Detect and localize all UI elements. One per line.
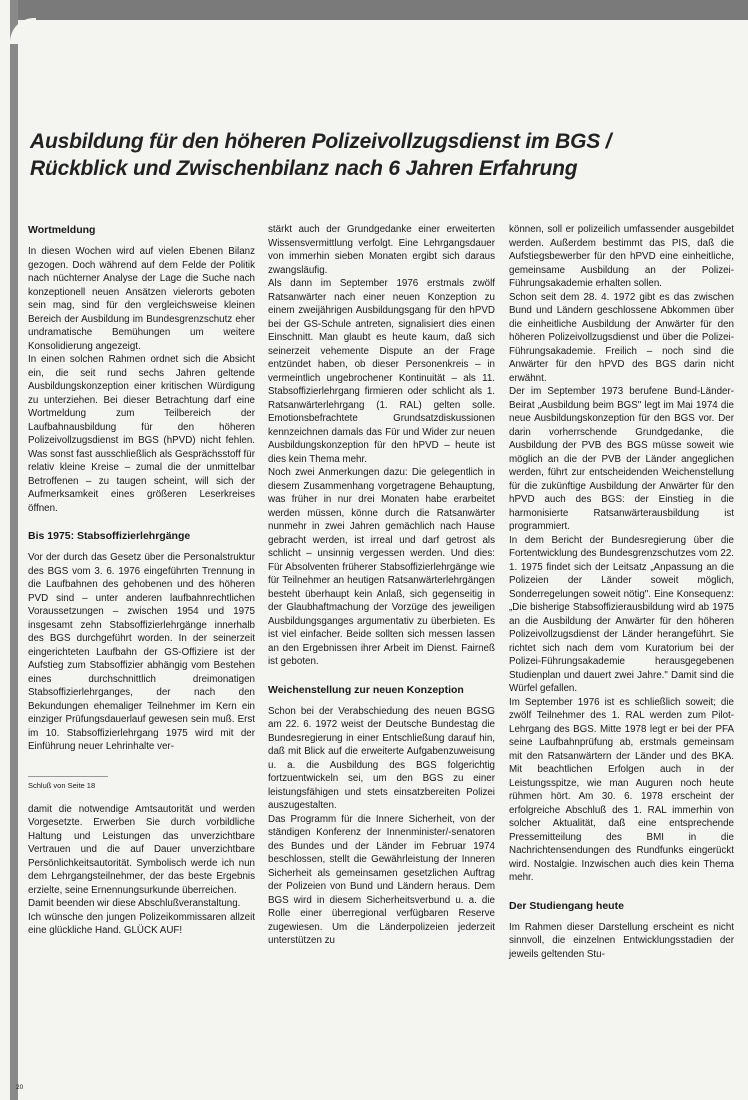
paragraph: Vor der durch das Gesetz über die Personalstruktur des BGS vom 3. 6. 1976 eingeführten Trennung in die Laufbahnen des gehobenen und des höheren PVD sind – unter anderen laufbahnrechtlichen Voraussetzungen – zwischen 1954 und 1975 insgesamt zehn Stabsoffizierlehrgänge innerhalb des BGS durchgeführt worden. In der seinerzeit eingerichteten Laufbahn der GS-Offiziere ist der Aufstieg zum Stabsoffizier abhängig vom Bestehen eines durchschnittlich dreimonatigen Stabsoffizierlehrganges, der nach den Bekundungen ehemaliger Teilnehmer im Kern ein einziger Prüfungsdauerlauf gewesen sein muß. Erst im 10. Stabsoffizierlehrgang 1975 wird mit der Einführung neuer Lehrinhalte ver- <box>28 552 255 752</box>
paragraph: In dem Bericht der Bundesregierung über die Fortentwicklung des Bundesgrenzschutzes vom 22. 1. 1975 findet sich der Leitsatz „Anpassung an die Polizeien der Länder soweit möglich, Sonderregelungen soweit nötig". Eine Konsequenz: „Die bisherige Stabsoffizierausbildung wird ab 1975 an die Ausbildung der Anwärter für den höheren Polizeivollzugsdienst der Länder herangeführt. Sie richtet sich nach dem vom Kuratorium bei der Polizei-Führungsakademie herausgegebenen Studienplan und dauert zwei Jahre." Damit sind die Würfel gefallen. <box>509 534 734 694</box>
paragraph: Das Programm für die Innere Sicherheit, von der ständigen Konferenz der Innenminister/-senatoren des Bundes und der Länder im Februar 1974 beschlossen, stellt die Gewährleistung der Inneren Sicherheit als gemeinsamen gesetzlichen Auftrag der Polizeien von Bund und Ländern heraus. Dem BGS wird in diesem Sicherheitsverbund u. a. die Rolle einer überregional verfügbaren Reserve zugewiesen. Um die Länderpolizeien jederzeit unterstützen zu <box>268 813 495 946</box>
paragraph: Im Rahmen dieser Darstellung erscheint es nicht sinnvoll, die einzelnen Entwicklungsstadien der jeweils geltenden Stu- <box>509 921 734 960</box>
column-2 <box>268 223 495 948</box>
section-heading-weichenstellung: Weichenstellung zur neuen Konzeption <box>268 683 464 696</box>
paragraph: In einen solchen Rahmen ordnet sich die Absicht ein, die seit rund sechs Jahren geltende Ausbildungskonzeption einer kritischen Würdigung zu unterziehen. Bei dieser Betrachtung darf eine Wortmeldung zum Teilbereich der Laufbahnausbildung für den höheren Polizeivollzugsdienst im BGS (hPVD) nicht fehlen. Was sonst fast ausschließlich als Gesprächsstoff für relativ kleine Kreise – zumal die der unmittelbar Betroffenen – zu taugen scheint, will sich der Aufmerksamkeit eines größeren Leserkreises öffnen. <box>28 354 255 514</box>
title-line-1: Ausbildung für den höheren Polizeivollzugsdienst im BGS / <box>30 130 612 153</box>
paragraph: In diesen Wochen wird auf vielen Ebenen Bilanz gezogen. Doch während auf dem Felde der Politik nach nüchterner Analyse der Lage die Suche nach konzeptionell neuen Ansätzen vielerorts geboten sein mag, sind für den vergleichsweise kleinen Bereich der Ausbildung im Bundesgrenzschutz eher undramatische Bemühungen um weitere Konsolidierung angezeigt. <box>28 246 255 352</box>
article-title <box>30 128 720 182</box>
paragraph: Im September 1976 ist es schließlich soweit; die zwölf Teilnehmer des 1. RAL werden zum Pilot-Lehrgang des BGS. Mitte 1978 legt er bei der PFA seine Laufbahnprüfung ab, erstmals gemeinsam mit den Ratsanwärtern der Länder und des BKA. Mit beachtlichen Erfolgen auch in der Leistungsspitze, wie man Auguren noch heute rühmen hört. Am 30. 6. 1978 erscheint der erfolgreiche Abschluß des 1. RAL immerhin von solcher Aktualität, daß eine entsprechende Pressemitteilung des BMI in die Nachrichtensendungen des Rundfunks eingerückt wird. Nostalgie. Inzwischen auch dies kein Thema mehr. <box>509 696 734 883</box>
paragraph: Der im September 1973 berufene Bund-Länder-Beirat „Ausbildung beim BGS" legt im Mai 1974 die neue Ausbildungskonzeption für den BGS vor. Der darin vorherrschende Grundgedanke, die Ausbildung der PVB des BGS müsse soweit wie möglich an die der PVB der Länder angeglichen werden, führt zur entscheidenden Weichenstellung für die zukünftige Ausbildung der Anwärter für den hPVD auch des BGS: der Einstieg in die harmonisierte Ratsanwärterausbildung ist programmiert. <box>509 386 734 532</box>
column-3 <box>509 223 734 961</box>
paragraph: Als dann im September 1976 erstmals zwölf Ratsanwärter nach einer neuen Konzeption zu einem zweijährigen Ausbildungsgang für den hPVD bei der GS-Schule antreten, signalisiert dies einen Einschnitt. Man glaubt es heute kaum, daß sich seinerzeit vehemente Dispute an der Frage entzündet haben, ob dieser Personenkreis – in vermeintlich ungebrochener Kontinuität – als 11. Stabsoffizierlehrgang firmieren oder schlicht als 1. Ratsanwärterlehrgang (1. RAL) gelten solle. Emotionsbefrachtete Grundsatzdiskussionen kennzeichnen damals das Für und Wider zur neuen Ausbildungskonzeption für den hPVD – heute ist dies kein Thema mehr. <box>268 278 495 465</box>
paragraph: Noch zwei Anmerkungen dazu: Die gelegentlich in diesem Zusammenhang vorgetragene Behauptung, was früher in nur drei Monaten habe erarbeitet werden müssen, könne durch die Ratsanwärter nunmehr in zwei Jahren gemächlich nach Hause gebracht werden, ist irreal und darf getrost als schlicht – unsinnig vergessen werden. Und dies: Für Absolventen früherer Stabsoffizierlehrgänge wie für Teilnehmer an heutigen Ratsanwärterlehrgängen besteht überhaupt kein Anlaß, sich gegenseitig in der Glaubhaftmachung der Vorzüge des jeweiligen Ausbildungsganges argumentativ zu überbieten. Es ist viel einfacher. Beide sollten sich messen lassen an den Ergebnissen ihrer Arbeit im Dienst. Fairneß ist geboten. <box>268 467 495 667</box>
column-1 <box>28 223 255 938</box>
paragraph: Schon bei der Verabschiedung des neuen BGSG am 22. 6. 1972 weist der Deutsche Bundestag die Bundesregierung in einer Entschließung darauf hin, daß mit Blick auf die erweiterte Aufgabenzuweisung u. a. die Ausbildung des BGS folgerichtig fortzuentwickeln sei, um den BGS zu einer leistungsfähigen und stets einsatzbereiten Polizei auszugestalten. <box>268 705 495 811</box>
section-heading-studiengang: Der Studiengang heute <box>509 899 624 912</box>
left-border-bar <box>10 0 18 1100</box>
paragraph: Damit beenden wir diese Abschlußveranstaltung. <box>28 898 241 909</box>
continuation-note: Schluß von Seite 18 <box>28 776 108 791</box>
paragraph: können, soll er polizeilich umfassender ausgebildet werden. Außerdem bestimmt das PIS, daß die Aufstiegsbewerber für den hPVD eine einheitliche, gemeinsame Ausbildung an der Polizei-Führungsakademie erhalten sollen. <box>509 224 734 289</box>
title-line-2: Rückblick und Zwischenbilanz nach 6 Jahren Erfahrung <box>30 157 578 180</box>
section-heading-stabsoffizier: Bis 1975: Stabsoffizierlehrgänge <box>28 530 191 542</box>
section-heading-wortmeldung: Wortmeldung <box>28 224 96 236</box>
paragraph: stärkt auch der Grundgedanke einer erweiterten Wissensvermittlung verfolgt. Eine Lehrgangsdauer von immerhin sieben Monaten ergibt sich daraus zwangsläufig. <box>268 224 495 276</box>
paragraph: damit die notwendige Amtsautorität und werden Vorgesetzte. Erwerben Sie durch vorbildliche Haltung und Leistungen das unverzichtbare Vertrauen und die auf Dauer unverzichtbare Persönlichkeitsautorität. Symbolisch werde ich nun dem Lehrgangsteilnehmer, der das beste Ergebnis erzielte, seine Ernennungsurkunde überreichen. <box>28 803 255 896</box>
paragraph: Schon seit dem 28. 4. 1972 gibt es das zwischen Bund und Ländern geschlossene Abkommen über die einheitliche Ausbildung der Anwärter für den höheren Polizeivollzugsdienst und über die Polizei-Führungsakademie. Freilich – noch sind die Anwärter für den hPVD des BGS darin nicht erwähnt. <box>509 291 734 384</box>
paragraph: Ich wünsche den jungen Polizeikommissaren allzeit eine glückliche Hand. GLÜCK AUF! <box>28 911 255 936</box>
page-number: 20 <box>16 1084 24 1091</box>
top-border-bar <box>10 0 748 20</box>
